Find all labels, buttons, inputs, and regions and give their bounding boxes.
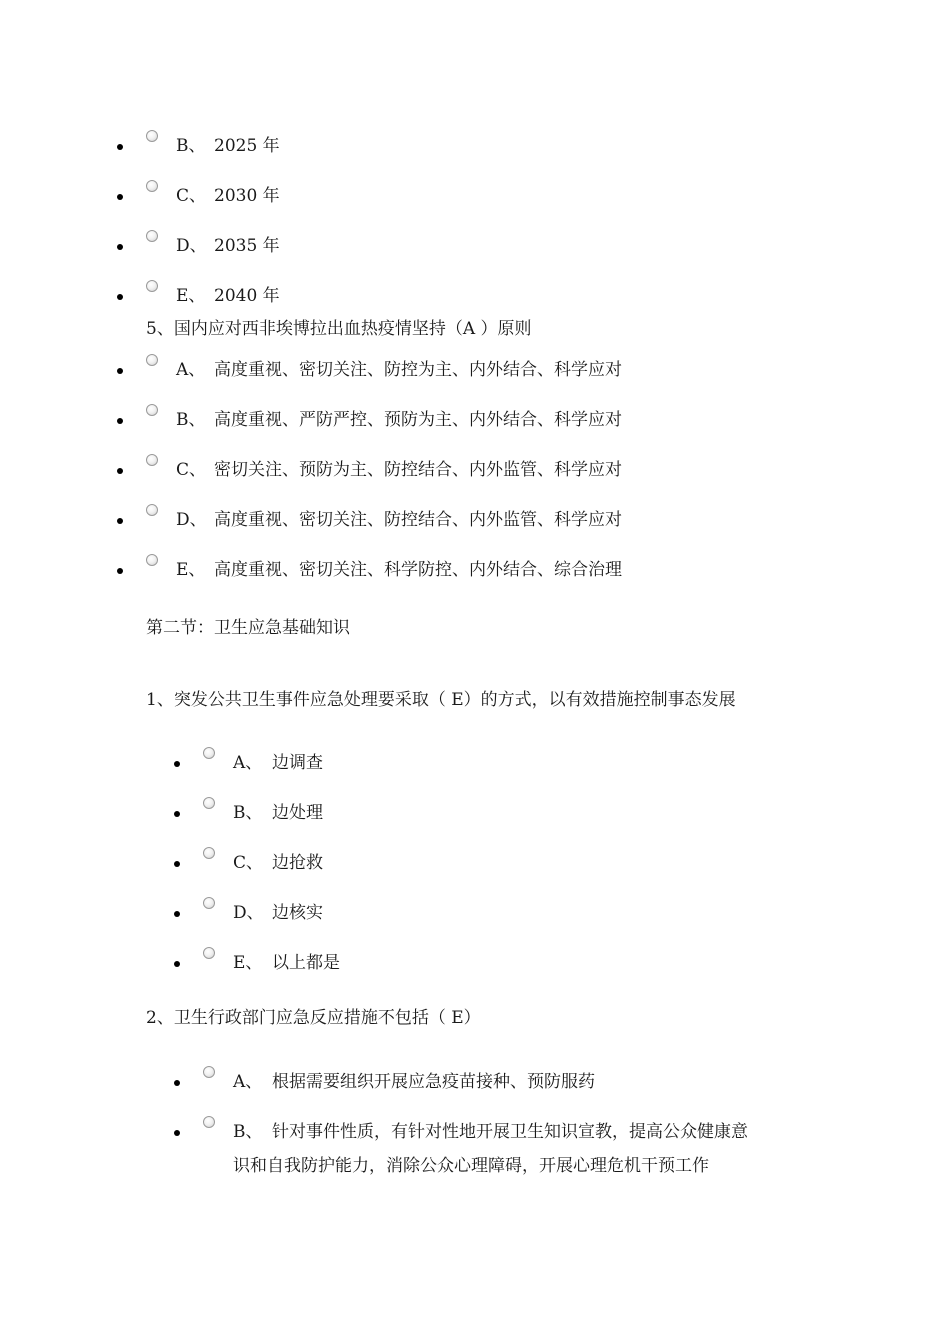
option-text: 2040 年 — [214, 286, 280, 306]
radio-button[interactable] — [203, 947, 215, 959]
option-letter: E、 — [176, 560, 206, 580]
option-letter: D、 — [233, 903, 264, 923]
option-letter: B、 — [233, 803, 263, 823]
option-text: 边抢救 — [272, 853, 323, 873]
list-item — [0, 352, 950, 378]
option-letter: C、 — [176, 186, 207, 206]
radio-button[interactable] — [146, 504, 158, 516]
radio-button[interactable] — [203, 847, 215, 859]
radio-button[interactable] — [146, 230, 158, 242]
bullet-icon — [174, 961, 180, 967]
section-title: 第二节：卫生应急基础知识 — [146, 618, 350, 638]
option-letter: E、 — [176, 286, 206, 306]
list-item — [0, 1114, 950, 1174]
question-text: 1、突发公共卫生事件应急处理要采取（ E）的方式，以有效措施控制事态发展 — [146, 690, 736, 710]
radio-button[interactable] — [203, 1116, 215, 1128]
bullet-icon — [117, 568, 123, 574]
bullet-icon — [174, 1130, 180, 1136]
radio-button[interactable] — [146, 280, 158, 292]
option-letter: B、 — [233, 1122, 263, 1142]
option-text: 高度重视、密切关注、防控为主、内外结合、科学应对 — [214, 360, 622, 380]
option-text: 2030 年 — [214, 186, 280, 206]
option-letter: B、 — [176, 136, 206, 156]
radio-button[interactable] — [203, 747, 215, 759]
option-letter: E、 — [233, 953, 263, 973]
radio-button[interactable] — [146, 554, 158, 566]
list-item — [0, 945, 950, 971]
option-letter: B、 — [176, 410, 206, 430]
bullet-icon — [117, 294, 123, 300]
option-text: 高度重视、严防严控、预防为主、内外结合、科学应对 — [214, 410, 622, 430]
list-item — [0, 228, 950, 254]
radio-button[interactable] — [203, 797, 215, 809]
bullet-icon — [117, 194, 123, 200]
bullet-icon — [174, 761, 180, 767]
radio-button[interactable] — [146, 130, 158, 142]
option-letter: A、 — [233, 1072, 263, 1092]
bullet-icon — [117, 244, 123, 250]
bullet-icon — [117, 368, 123, 374]
option-letter: C、 — [233, 853, 264, 873]
bullet-icon — [117, 468, 123, 474]
list-item — [0, 795, 950, 821]
option-text: 2035 年 — [214, 236, 280, 256]
bullet-icon — [174, 811, 180, 817]
radio-button[interactable] — [146, 354, 158, 366]
list-item — [0, 452, 950, 478]
list-item — [0, 552, 950, 578]
option-text: 高度重视、密切关注、科学防控、内外结合、综合治理 — [214, 560, 622, 580]
option-text: 密切关注、预防为主、防控结合、内外监管、科学应对 — [214, 460, 622, 480]
option-text: 边处理 — [272, 803, 323, 823]
list-item — [0, 178, 950, 204]
question-text: 5、国内应对西非埃博拉出血热疫情坚持（A ）原则 — [146, 319, 532, 339]
list-item — [0, 1064, 950, 1090]
option-letter: D、 — [176, 510, 207, 530]
option-text: 边调查 — [272, 753, 323, 773]
option-text: 高度重视、密切关注、防控结合、内外监管、科学应对 — [214, 510, 622, 530]
option-letter: A、 — [176, 360, 206, 380]
list-item — [0, 895, 950, 921]
option-letter: A、 — [233, 753, 263, 773]
question-text: 2、卫生行政部门应急反应措施不包括（ E） — [146, 1008, 481, 1028]
bullet-icon — [117, 144, 123, 150]
option-letter: D、 — [176, 236, 207, 256]
option-text: 根据需要组织开展应急疫苗接种、预防服药 — [272, 1072, 595, 1092]
list-item — [0, 845, 950, 871]
list-item — [0, 128, 950, 154]
radio-button[interactable] — [203, 897, 215, 909]
option-text: 以上都是 — [272, 953, 340, 973]
radio-button[interactable] — [146, 404, 158, 416]
radio-button[interactable] — [146, 180, 158, 192]
bullet-icon — [174, 861, 180, 867]
list-item — [0, 278, 950, 304]
radio-button[interactable] — [203, 1066, 215, 1078]
option-letter: C、 — [176, 460, 207, 480]
radio-button[interactable] — [146, 454, 158, 466]
option-text: 针对事件性质，有针对性地开展卫生知识宣教，提高公众健康意 — [272, 1122, 748, 1142]
list-item — [0, 502, 950, 528]
bullet-icon — [117, 418, 123, 424]
list-item — [0, 745, 950, 771]
list-item — [0, 402, 950, 428]
bullet-icon — [117, 518, 123, 524]
option-text: 边核实 — [272, 903, 323, 923]
option-text-continued: 识和自我防护能力，消除公众心理障碍，开展心理危机干预工作 — [233, 1156, 709, 1176]
option-text: 2025 年 — [214, 136, 280, 156]
bullet-icon — [174, 1080, 180, 1086]
bullet-icon — [174, 911, 180, 917]
